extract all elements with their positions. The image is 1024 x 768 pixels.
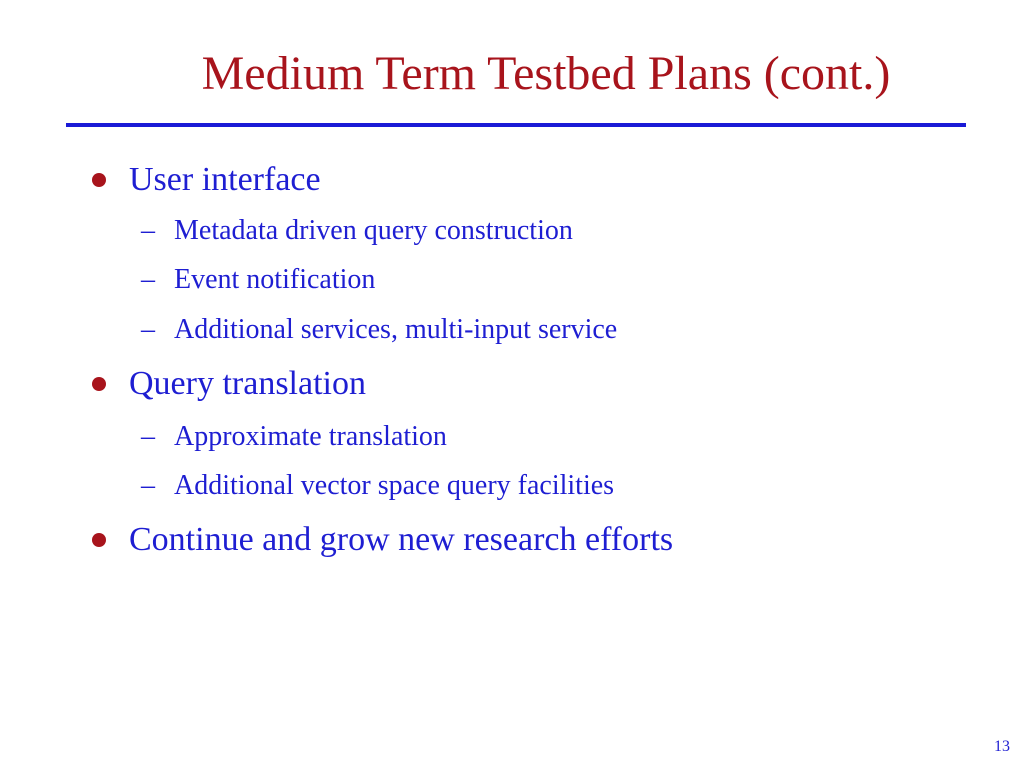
page-number: 13	[994, 738, 1010, 755]
slide-title: Medium Term Testbed Plans (cont.)	[201, 47, 891, 100]
sub-bullet-text: Approximate translation	[174, 421, 447, 452]
sub-bullet-item	[141, 420, 447, 454]
dash-marker: –	[141, 421, 155, 452]
bullet-icon	[92, 173, 106, 187]
sub-bullet-item	[141, 263, 375, 297]
dash-marker: –	[141, 215, 155, 246]
sub-bullet-text: Additional vector space query facilities	[174, 470, 615, 501]
bullet-text: Query translation	[129, 365, 366, 402]
bullet-text: User interface	[129, 161, 321, 198]
bullet-icon	[92, 533, 106, 547]
bullet-item	[92, 520, 673, 560]
bullet-item	[92, 160, 321, 200]
sub-bullet-text: Event notification	[174, 264, 376, 295]
sub-bullet-item	[141, 313, 617, 347]
dash-marker: –	[141, 264, 155, 295]
bullet-item	[92, 364, 366, 404]
sub-bullet-item	[141, 214, 573, 248]
sub-bullet-item	[141, 469, 614, 503]
sub-bullet-text: Additional services, multi-input service	[174, 314, 618, 345]
bullet-icon	[92, 377, 106, 391]
sub-bullet-text: Metadata driven query construction	[174, 215, 573, 246]
bullet-text: Continue and grow new research efforts	[129, 521, 674, 558]
dash-marker: –	[141, 314, 155, 345]
dash-marker: –	[141, 470, 155, 501]
